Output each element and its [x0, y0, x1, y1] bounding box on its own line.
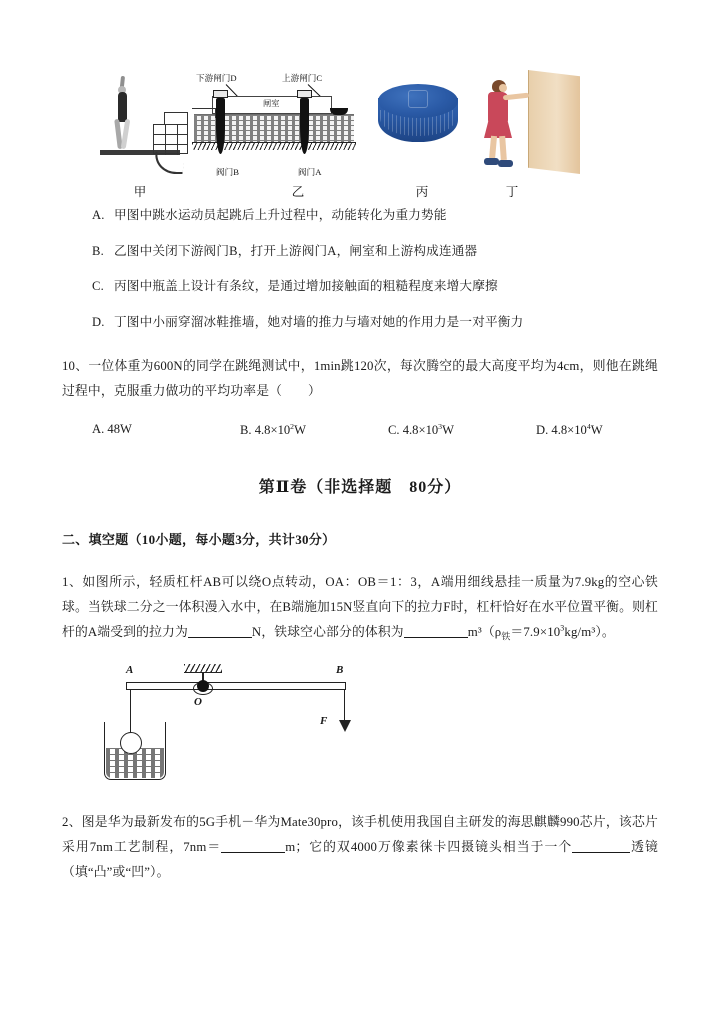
- choice-a-text: 甲图中跳水运动员起跳后上升过程中，动能转化为重力势能: [114, 208, 447, 222]
- choice-b-label: B.: [92, 243, 104, 258]
- option-c-unit: W: [442, 423, 454, 438]
- option-d: [536, 422, 603, 438]
- figure-strip: [62, 58, 658, 206]
- option-d-label: D.: [536, 423, 549, 438]
- force-arrow-head-icon: [339, 720, 351, 732]
- choice-d-label: D.: [92, 314, 105, 329]
- pivot-point-icon: [197, 680, 209, 692]
- option-d-exponent: 4: [586, 421, 591, 431]
- question-2-mid1: m；它的双4000万像素徕卡四摄镜头相当于一个: [285, 840, 573, 855]
- boat-icon: [330, 108, 348, 115]
- option-a: [92, 422, 240, 438]
- question-1-tail-open: （ρ: [481, 625, 502, 640]
- gate-cap-icon: [297, 90, 312, 98]
- choice-c-label: C.: [92, 279, 104, 294]
- lever-label-f: F: [320, 715, 328, 728]
- roller-skate-icon: [498, 160, 513, 167]
- figure-ship-lock: [190, 72, 362, 180]
- question-1-mid1: N，铁球空心部分的体积为: [251, 625, 404, 640]
- figure-caption-jia: 甲: [133, 185, 147, 199]
- bank-icon: [192, 108, 216, 118]
- option-b-unit: W: [294, 423, 306, 438]
- question-10-stem: 10、一位体重为600N的同学在跳绳测试中，1min跳120次，每次腾空的最大高度平均为4cm，则他在跳绳过程中，克服重力做功的平均功率是（ ）: [62, 359, 658, 399]
- gate-a-icon: [300, 98, 309, 154]
- answer-blank-2[interactable]: [404, 637, 468, 638]
- question-1-unit1: m³: [467, 625, 482, 640]
- option-c-label: C.: [388, 423, 400, 438]
- gate-cap-icon: [213, 90, 228, 98]
- choice-c: [62, 277, 658, 297]
- roller-skate-icon: [484, 158, 499, 165]
- answer-blank-1[interactable]: [188, 637, 252, 638]
- question-10-options: [62, 422, 658, 438]
- option-a-label: A.: [92, 421, 105, 436]
- question-1-part1: 1、如图所示，轻质杠杆AB可以绕O点转动，OA：OB＝1：3，A端用细线悬挂一质量为7.9kg的空心铁球。当铁球二分之一体积漫入水中，在B端施加15N竖直向下的拉力F时，杠杆恰好在水平位置平衡。则杠杆的A端受到的拉力为: [62, 575, 658, 640]
- label-upstream-gate: 上游闸门C: [282, 73, 323, 83]
- stair-rung-icon: [153, 144, 188, 145]
- choice-d: [62, 313, 658, 333]
- option-c: [388, 422, 536, 438]
- cap-emboss-icon: [408, 90, 428, 108]
- option-d-unit: W: [590, 423, 603, 438]
- label-valve-a: 阀门A: [298, 167, 322, 177]
- question-1: [62, 570, 658, 646]
- choice-a-label: A.: [92, 208, 105, 222]
- label-chamber: 闸室: [263, 99, 280, 108]
- girl-leg-icon: [489, 136, 497, 160]
- diver-leg-right-icon: [121, 119, 131, 149]
- figure-bottle-cap: [374, 80, 462, 158]
- lever-label-o: O: [194, 696, 202, 709]
- option-c-mantissa: 4.8×10: [402, 423, 439, 438]
- question-1-tail-unit: kg/m³）。: [564, 625, 615, 640]
- stair-top-icon: [164, 112, 188, 124]
- option-a-value: 48W: [107, 421, 132, 436]
- question-2-tail: 透镜（填“凸”或“凹”）。: [62, 840, 658, 879]
- option-d-mantissa: 4.8×10: [551, 423, 587, 438]
- question-1-tail-num: 10: [547, 625, 561, 640]
- lever-label-b: B: [336, 664, 344, 677]
- springboard-support-icon: [152, 152, 185, 174]
- option-b-label: B.: [240, 423, 252, 438]
- lever-bar-icon: [126, 682, 346, 690]
- diver-body-icon: [118, 92, 127, 122]
- question-1-density-subscript: 铁: [501, 631, 511, 642]
- label-downstream-gate: 下游闸门D: [196, 73, 237, 83]
- option-b-exponent: 2: [290, 421, 295, 431]
- question-2: [62, 810, 658, 885]
- figure-lever-ab: [108, 660, 408, 788]
- section-title: 二、填空题（10小题，每小题3分，共计30分）: [62, 532, 336, 548]
- question-1-tail-eq: ＝7.9×: [510, 625, 548, 640]
- wall-icon: [528, 70, 580, 174]
- choice-a: [62, 206, 658, 226]
- lever-label-a: A: [126, 664, 134, 677]
- iron-ball-icon: [120, 732, 142, 754]
- figure-caption-bing: 丙: [415, 185, 429, 199]
- answer-blank-3[interactable]: [221, 852, 285, 853]
- option-b-mantissa: 4.8×10: [254, 423, 291, 438]
- figure-diving-board: [96, 84, 188, 176]
- figure-caption-yi: 乙: [291, 185, 305, 199]
- force-arrow-line-icon: [344, 690, 345, 724]
- option-b: [240, 422, 388, 438]
- gate-d-icon: [216, 98, 225, 154]
- figure-girl-pushing-wall: [470, 72, 580, 172]
- option-c-exponent: 3: [438, 421, 443, 431]
- girl-leg-icon: [499, 136, 507, 160]
- label-valve-b: 阀门B: [216, 167, 239, 177]
- question-2-part1: 2、图是华为最新发布的5G手机－华为Mate30pro，该手机使用我国自主研发的海思麒麟990芯片，该芯片采用7nm工艺制程，7nm＝: [62, 815, 658, 855]
- choice-b: [62, 242, 658, 262]
- choice-b-text: 乙图中关闭下游阀门B，打开上游阀门A，闸室和上游构成连通器: [114, 243, 478, 258]
- figure-caption-ding: 丁: [505, 185, 519, 199]
- answer-blank-4[interactable]: [572, 852, 630, 853]
- girl-face-icon: [499, 84, 507, 92]
- platform-stairs-icon: [153, 124, 188, 154]
- choice-d-text: 丁图中小丽穿溜冰鞋推墙，她对墙的推力与墙对她的作用力是一对平衡力: [114, 314, 524, 329]
- question-1-tail-exponent: 3: [560, 623, 565, 633]
- stair-rung-icon: [153, 134, 188, 135]
- volume-title: 第Ⅱ卷（非选择题 80分）: [258, 479, 462, 497]
- choice-c-text: 丙图中瓶盖上设计有条纹，是通过增加接触面的粗糙程度来增大摩擦: [114, 279, 498, 294]
